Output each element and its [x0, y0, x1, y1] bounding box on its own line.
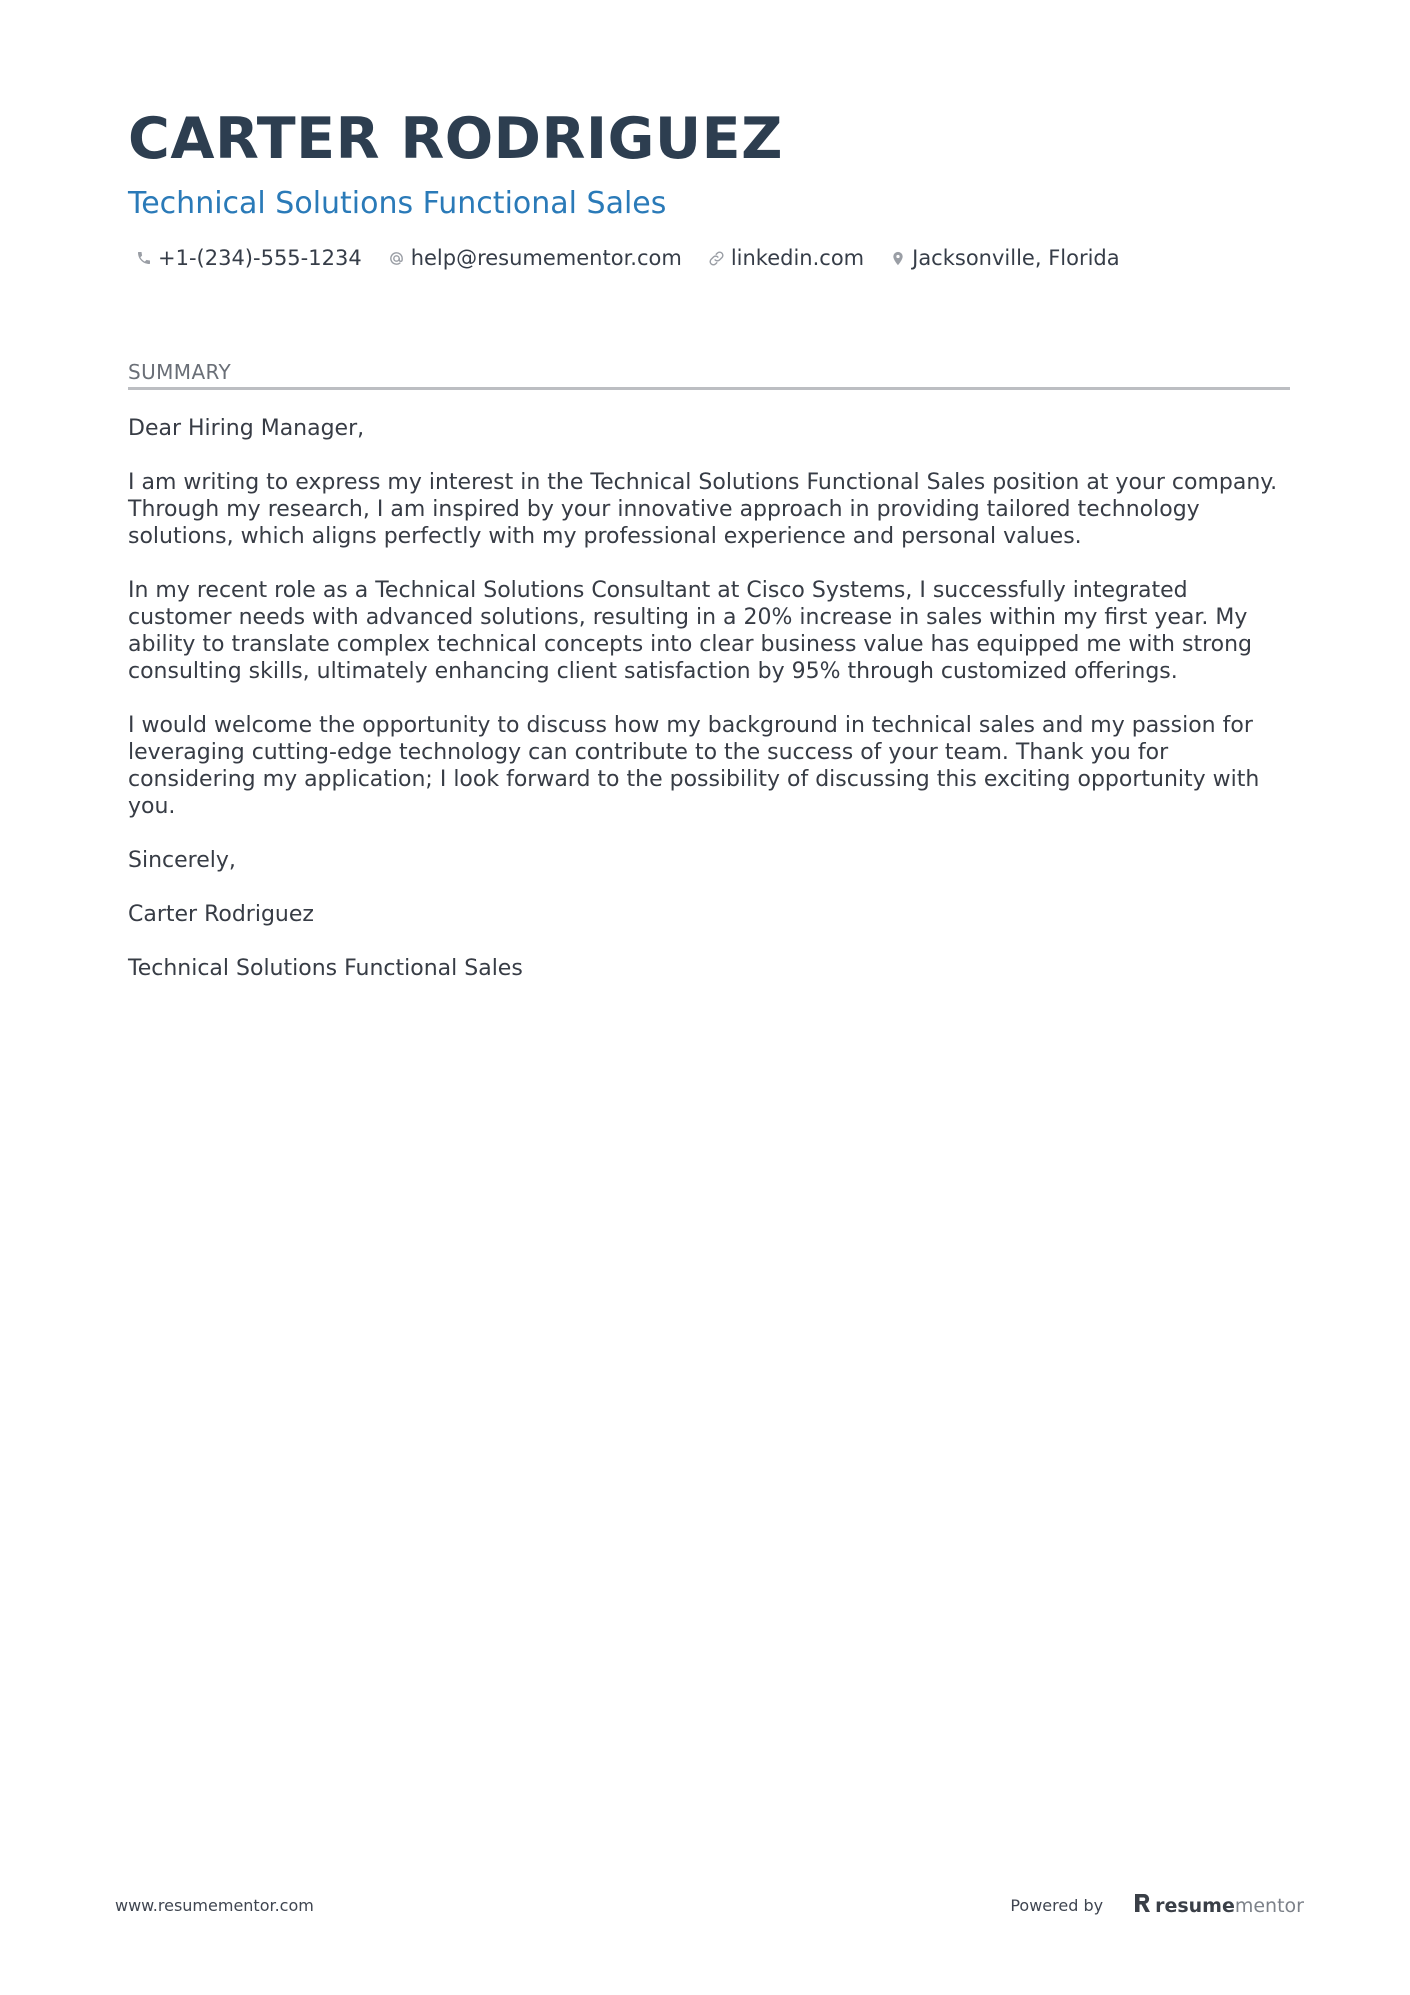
brand-text-mentor: mentor	[1234, 1894, 1304, 1917]
powered-by-label: Powered by	[1010, 1896, 1104, 1915]
contact-bar	[136, 246, 1120, 270]
footer-website[interactable]: www.resumementor.com	[115, 1896, 314, 1915]
email-text[interactable]: help@resumementor.com	[410, 246, 682, 270]
closing-salutation: Sincerely,	[128, 848, 236, 873]
brand-logo[interactable]	[1133, 1892, 1304, 1919]
paragraph-experience: In my recent role as a Technical Solutions Consultant at Cisco Systems, I successfully integrated customer needs with advanced solutions, resulting in a 20% increase in sales within my first year. My ability to translate complex technical concepts into clear business value has equipped me with strong consulting skills, ultimately enhancing client satisfaction by 95% through customized offerings.	[128, 578, 1253, 684]
letter-body	[128, 415, 1298, 1009]
contact-location	[890, 246, 1120, 270]
signature-name: Carter Rodriguez	[128, 902, 314, 927]
location-text: Jacksonville, Florida	[912, 246, 1120, 270]
contact-link	[708, 246, 864, 270]
location-pin-icon	[890, 250, 906, 267]
brand-text-resume: resume	[1155, 1894, 1235, 1917]
summary-heading: SUMMARY	[128, 360, 232, 384]
candidate-role: Technical Solutions Functional Sales	[128, 186, 667, 221]
contact-phone	[136, 246, 362, 270]
phone-text[interactable]: +1-(234)-555-1234	[158, 246, 362, 270]
greeting: Dear Hiring Manager,	[128, 416, 365, 441]
logo-mark-icon	[1133, 1892, 1151, 1919]
link-text[interactable]: linkedin.com	[730, 246, 865, 270]
signature-title: Technical Solutions Functional Sales	[128, 956, 523, 981]
candidate-name: CARTER RODRIGUEZ	[128, 106, 783, 172]
at-icon	[388, 250, 405, 267]
footer-branding	[1010, 1892, 1304, 1919]
contact-email	[388, 246, 682, 270]
paragraph-intro: I am writing to express my interest in the Technical Solutions Functional Sales position at your company. Through my research, I am inspired by your innovative approach in providing tailored technology solutions, which aligns perfectly with my professional experience and personal values.	[128, 470, 1278, 549]
summary-divider	[128, 387, 1290, 390]
link-icon	[708, 250, 725, 267]
paragraph-closing: I would welcome the opportunity to discuss how my background in technical sales and my passion for leveraging cutting-edge technology can contribute to the success of your team. Thank you for considering my application; I look forward to the possibility of discussing this exciting opportunity with you.	[128, 713, 1260, 819]
phone-icon	[136, 250, 152, 266]
